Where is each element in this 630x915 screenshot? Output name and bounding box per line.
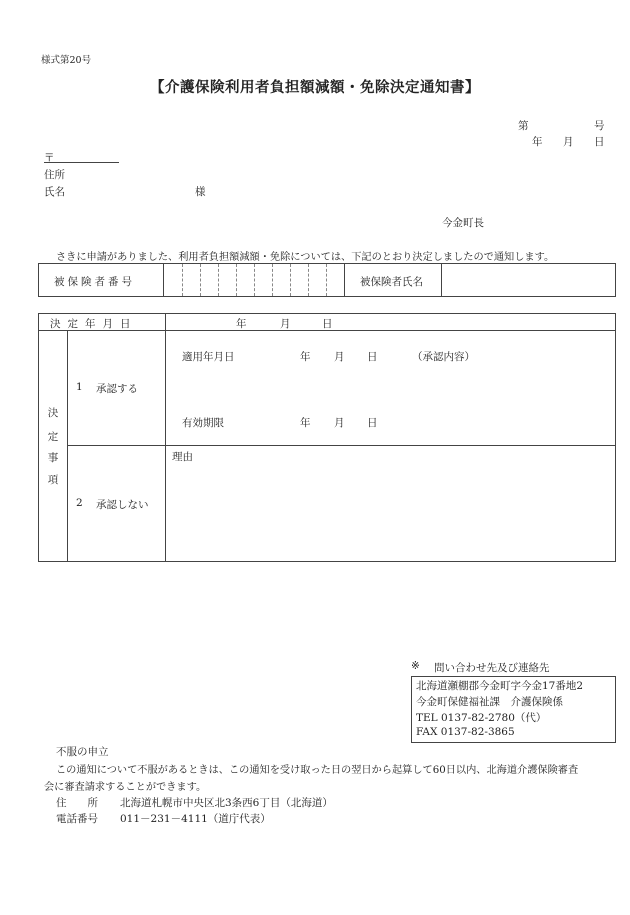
contact-address: 北海道瀬棚郡今金町字今金17番地2 [416, 680, 584, 692]
option-row-divider [67, 445, 616, 446]
appeal-text-line1: この通知について不服があるときは、この通知を受け取った日の翌日から起算して60日以内、北海道介護保険審査 [56, 765, 579, 776]
doc-number-go: 号 [594, 120, 605, 132]
digit-divider [308, 264, 309, 296]
digit-divider [290, 264, 291, 296]
doc-number-dai: 第 [518, 120, 529, 132]
valid-date-day: 日 [367, 417, 378, 429]
appeal-title: 不服の申立 [56, 746, 109, 758]
appeal-address-value: 北海道札幌市中央区北3条西6丁目（北海道） [120, 797, 333, 809]
contact-header: 問い合わせ先及び連絡先 [434, 662, 550, 674]
address-label: 住所 [44, 169, 65, 181]
postal-code-underline [44, 162, 119, 163]
option1-number: 1 [76, 381, 83, 393]
document-title: 【介護保険利用者負担額減額・免除決定通知書】 [150, 79, 480, 96]
digit-divider [326, 264, 327, 296]
decision-items-char: 項 [47, 474, 59, 486]
apply-date-day: 日 [367, 351, 378, 363]
table1-divider [441, 263, 442, 297]
table1-divider [344, 263, 345, 297]
option2-number: 2 [76, 497, 83, 509]
apply-date-month: 月 [334, 351, 345, 363]
note-mark: ※ [411, 660, 420, 672]
digit-divider [236, 264, 237, 296]
insured-number-label: 被保険者番号 [54, 276, 135, 288]
decision-date-label: 決定年月日 [50, 318, 138, 330]
digit-divider [218, 264, 219, 296]
postal-mark: 〒 [44, 152, 55, 164]
digit-divider [272, 264, 273, 296]
contact-department: 今金町保健福祉課 介護保険係 [416, 696, 563, 708]
approval-content-label: （承認内容） [412, 351, 475, 363]
apply-date-year: 年 [300, 351, 311, 363]
option1-approve-label: 承認する [96, 383, 138, 395]
digit-divider [200, 264, 201, 296]
decision-items-char: 決 [47, 407, 59, 419]
sender-name: 今金町長 [442, 217, 484, 229]
doc-date-day: 日 [594, 136, 605, 148]
intro-text: さきに申請がありました、利用者負担額減額・免除については、下記のとおり決定しましたので通知します。 [56, 252, 555, 263]
appeal-phone-value: 011－231－4111（道庁代表） [120, 813, 271, 825]
contact-tel: TEL 0137-82-2780（代） [416, 712, 547, 724]
decision-items-char: 事 [47, 452, 59, 464]
valid-period-label: 有効期限 [182, 417, 224, 429]
decision-table [38, 313, 616, 562]
doc-date-year: 年 [532, 136, 543, 148]
form-number: 様式第20号 [41, 55, 92, 66]
contact-fax: FAX 0137-82-3865 [416, 726, 515, 738]
doc-date-month: 月 [563, 136, 574, 148]
digit-divider [254, 264, 255, 296]
honorific-sama: 様 [195, 186, 206, 198]
option2-deny-label: 承認しない [96, 499, 149, 511]
digit-divider [182, 264, 183, 296]
name-label: 氏名 [44, 186, 65, 198]
apply-date-label: 適用年月日 [182, 351, 235, 363]
table1-divider [163, 263, 164, 297]
appeal-text-line2: 会に審査請求することができます。 [44, 782, 207, 793]
valid-date-month: 月 [334, 417, 345, 429]
decision-date-month: 月 [280, 318, 291, 330]
decision-items-char: 定 [47, 431, 59, 443]
appeal-phone-label: 電話番号 [56, 813, 98, 825]
decision-date-day: 日 [322, 318, 333, 330]
insured-name-label: 被保険者氏名 [360, 276, 423, 288]
appeal-address-label: 住 所 [56, 797, 98, 809]
decision-date-year: 年 [236, 318, 247, 330]
valid-date-year: 年 [300, 417, 311, 429]
decision-col-divider [165, 313, 166, 562]
reason-label: 理由 [172, 451, 193, 463]
decision-items-divider [67, 330, 68, 562]
